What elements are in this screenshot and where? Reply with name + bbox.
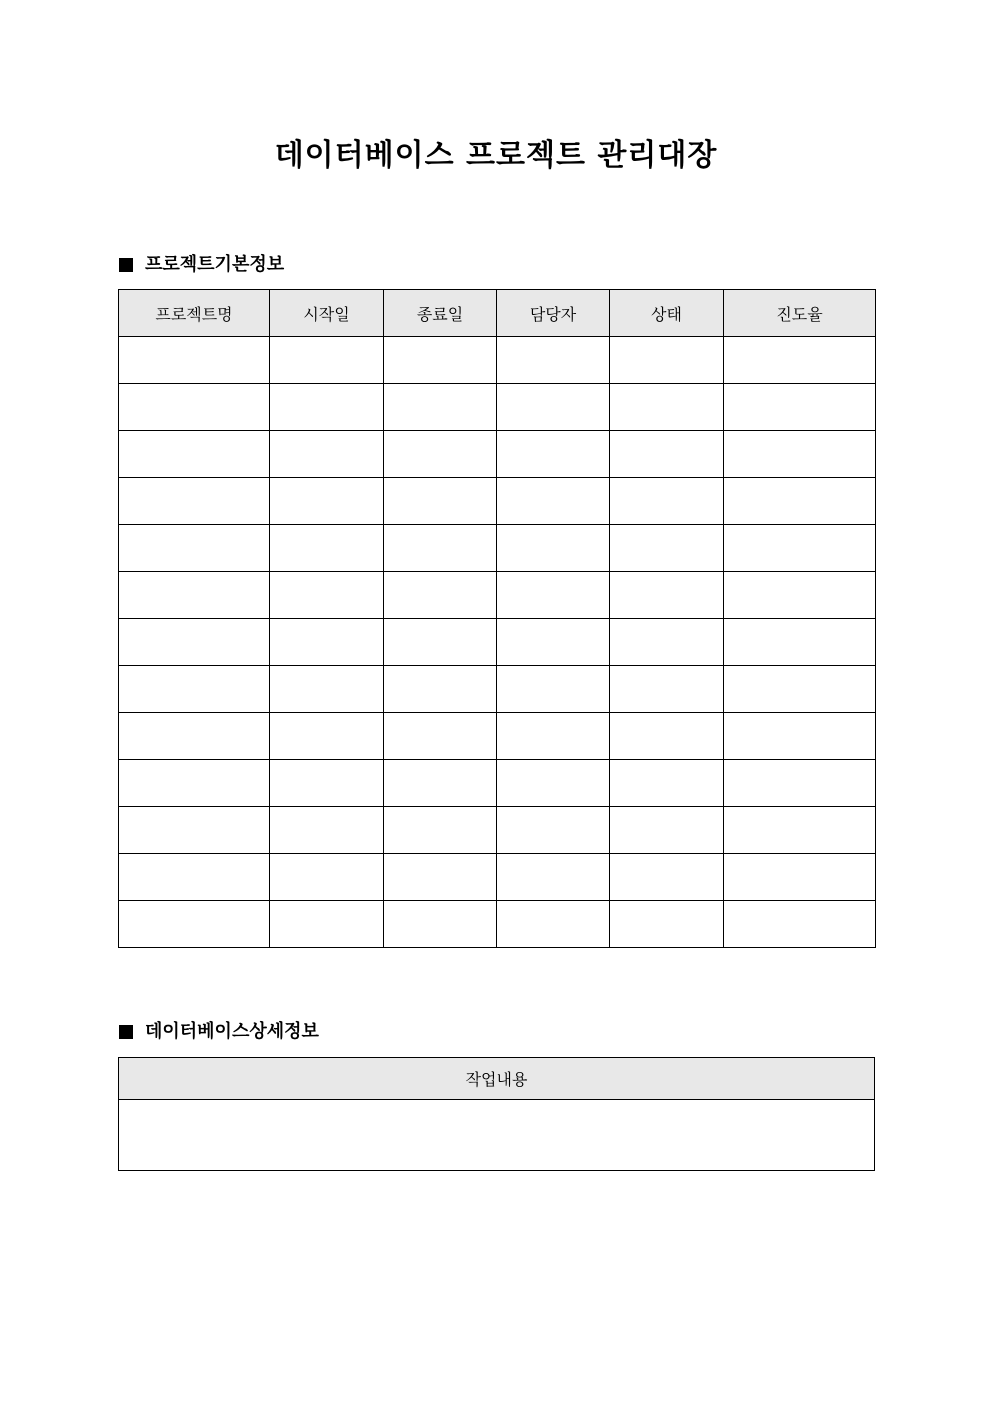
work-content-cell[interactable] bbox=[119, 1100, 875, 1171]
owner-cell[interactable] bbox=[497, 431, 610, 478]
table-row bbox=[119, 666, 876, 713]
end-date-cell[interactable] bbox=[384, 666, 497, 713]
table-row bbox=[119, 384, 876, 431]
start-date-cell[interactable] bbox=[270, 525, 384, 572]
start-date-cell[interactable] bbox=[270, 478, 384, 525]
progress-cell[interactable] bbox=[724, 901, 876, 948]
project-info-heading bbox=[119, 253, 284, 277]
column-header-work-content: 작업내용 bbox=[119, 1058, 875, 1100]
table-row bbox=[119, 478, 876, 525]
progress-cell[interactable] bbox=[724, 619, 876, 666]
project-name-cell[interactable] bbox=[119, 525, 270, 572]
project-name-cell[interactable] bbox=[119, 666, 270, 713]
start-date-cell[interactable] bbox=[270, 337, 384, 384]
end-date-cell[interactable] bbox=[384, 807, 497, 854]
owner-cell[interactable] bbox=[497, 666, 610, 713]
end-date-cell[interactable] bbox=[384, 760, 497, 807]
project-info-table bbox=[118, 289, 876, 948]
start-date-cell[interactable] bbox=[270, 431, 384, 478]
end-date-cell[interactable] bbox=[384, 525, 497, 572]
status-cell[interactable] bbox=[610, 807, 724, 854]
column-header-progress: 진도율 bbox=[724, 290, 876, 337]
owner-cell[interactable] bbox=[497, 854, 610, 901]
status-cell[interactable] bbox=[610, 337, 724, 384]
status-cell[interactable] bbox=[610, 713, 724, 760]
project-name-cell[interactable] bbox=[119, 760, 270, 807]
table-row bbox=[119, 807, 876, 854]
column-header-status: 상태 bbox=[610, 290, 724, 337]
database-detail-table bbox=[118, 1057, 875, 1171]
table-row bbox=[119, 713, 876, 760]
column-header-owner: 담당자 bbox=[497, 290, 610, 337]
end-date-cell[interactable] bbox=[384, 713, 497, 760]
progress-cell[interactable] bbox=[724, 478, 876, 525]
end-date-cell[interactable] bbox=[384, 478, 497, 525]
start-date-cell[interactable] bbox=[270, 666, 384, 713]
table-header-row bbox=[119, 290, 876, 337]
progress-cell[interactable] bbox=[724, 760, 876, 807]
progress-cell[interactable] bbox=[724, 525, 876, 572]
start-date-cell[interactable] bbox=[270, 713, 384, 760]
start-date-cell[interactable] bbox=[270, 854, 384, 901]
project-name-cell[interactable] bbox=[119, 713, 270, 760]
status-cell[interactable] bbox=[610, 525, 724, 572]
status-cell[interactable] bbox=[610, 478, 724, 525]
table-row bbox=[119, 525, 876, 572]
owner-cell[interactable] bbox=[497, 807, 610, 854]
page-title: 데이터베이스 프로젝트 관리대장 bbox=[274, 138, 718, 173]
table-row bbox=[119, 854, 876, 901]
progress-cell[interactable] bbox=[724, 713, 876, 760]
progress-cell[interactable] bbox=[724, 384, 876, 431]
square-bullet-icon bbox=[119, 1025, 133, 1039]
column-header-start-date: 시작일 bbox=[270, 290, 384, 337]
owner-cell[interactable] bbox=[497, 713, 610, 760]
table-row bbox=[119, 431, 876, 478]
project-name-cell[interactable] bbox=[119, 478, 270, 525]
progress-cell[interactable] bbox=[724, 854, 876, 901]
table-row bbox=[119, 619, 876, 666]
column-header-project-name: 프로젝트명 bbox=[119, 290, 270, 337]
table-row bbox=[119, 337, 876, 384]
table-header-row bbox=[119, 1058, 875, 1100]
owner-cell[interactable] bbox=[497, 384, 610, 431]
column-header-end-date: 종료일 bbox=[384, 290, 497, 337]
database-detail-heading bbox=[119, 1020, 319, 1044]
owner-cell[interactable] bbox=[497, 337, 610, 384]
end-date-cell[interactable] bbox=[384, 384, 497, 431]
progress-cell[interactable] bbox=[724, 431, 876, 478]
owner-cell[interactable] bbox=[497, 619, 610, 666]
project-name-cell[interactable] bbox=[119, 431, 270, 478]
status-cell[interactable] bbox=[610, 666, 724, 713]
owner-cell[interactable] bbox=[497, 760, 610, 807]
status-cell[interactable] bbox=[610, 619, 724, 666]
database-detail-heading-label: 데이터베이스상세정보 bbox=[145, 1021, 319, 1042]
progress-cell[interactable] bbox=[724, 666, 876, 713]
owner-cell[interactable] bbox=[497, 478, 610, 525]
start-date-cell[interactable] bbox=[270, 384, 384, 431]
project-info-heading-label: 프로젝트기본정보 bbox=[145, 254, 285, 275]
project-name-cell[interactable] bbox=[119, 384, 270, 431]
progress-cell[interactable] bbox=[724, 572, 876, 619]
start-date-cell[interactable] bbox=[270, 807, 384, 854]
project-name-cell[interactable] bbox=[119, 901, 270, 948]
table-row bbox=[119, 1100, 875, 1171]
project-name-cell[interactable] bbox=[119, 807, 270, 854]
start-date-cell[interactable] bbox=[270, 760, 384, 807]
progress-cell[interactable] bbox=[724, 807, 876, 854]
status-cell[interactable] bbox=[610, 901, 724, 948]
progress-cell[interactable] bbox=[724, 337, 876, 384]
end-date-cell[interactable] bbox=[384, 572, 497, 619]
owner-cell[interactable] bbox=[497, 572, 610, 619]
project-name-cell[interactable] bbox=[119, 854, 270, 901]
table-row bbox=[119, 901, 876, 948]
square-bullet-icon bbox=[119, 258, 133, 272]
start-date-cell[interactable] bbox=[270, 901, 384, 948]
owner-cell[interactable] bbox=[497, 901, 610, 948]
project-name-cell[interactable] bbox=[119, 337, 270, 384]
status-cell[interactable] bbox=[610, 854, 724, 901]
project-name-cell[interactable] bbox=[119, 572, 270, 619]
status-cell[interactable] bbox=[610, 572, 724, 619]
start-date-cell[interactable] bbox=[270, 572, 384, 619]
project-name-cell[interactable] bbox=[119, 619, 270, 666]
end-date-cell[interactable] bbox=[384, 854, 497, 901]
start-date-cell[interactable] bbox=[270, 619, 384, 666]
status-cell[interactable] bbox=[610, 760, 724, 807]
status-cell[interactable] bbox=[610, 384, 724, 431]
end-date-cell[interactable] bbox=[384, 337, 497, 384]
end-date-cell[interactable] bbox=[384, 619, 497, 666]
status-cell[interactable] bbox=[610, 431, 724, 478]
end-date-cell[interactable] bbox=[384, 901, 497, 948]
owner-cell[interactable] bbox=[497, 525, 610, 572]
table-row bbox=[119, 572, 876, 619]
end-date-cell[interactable] bbox=[384, 431, 497, 478]
table-row bbox=[119, 760, 876, 807]
